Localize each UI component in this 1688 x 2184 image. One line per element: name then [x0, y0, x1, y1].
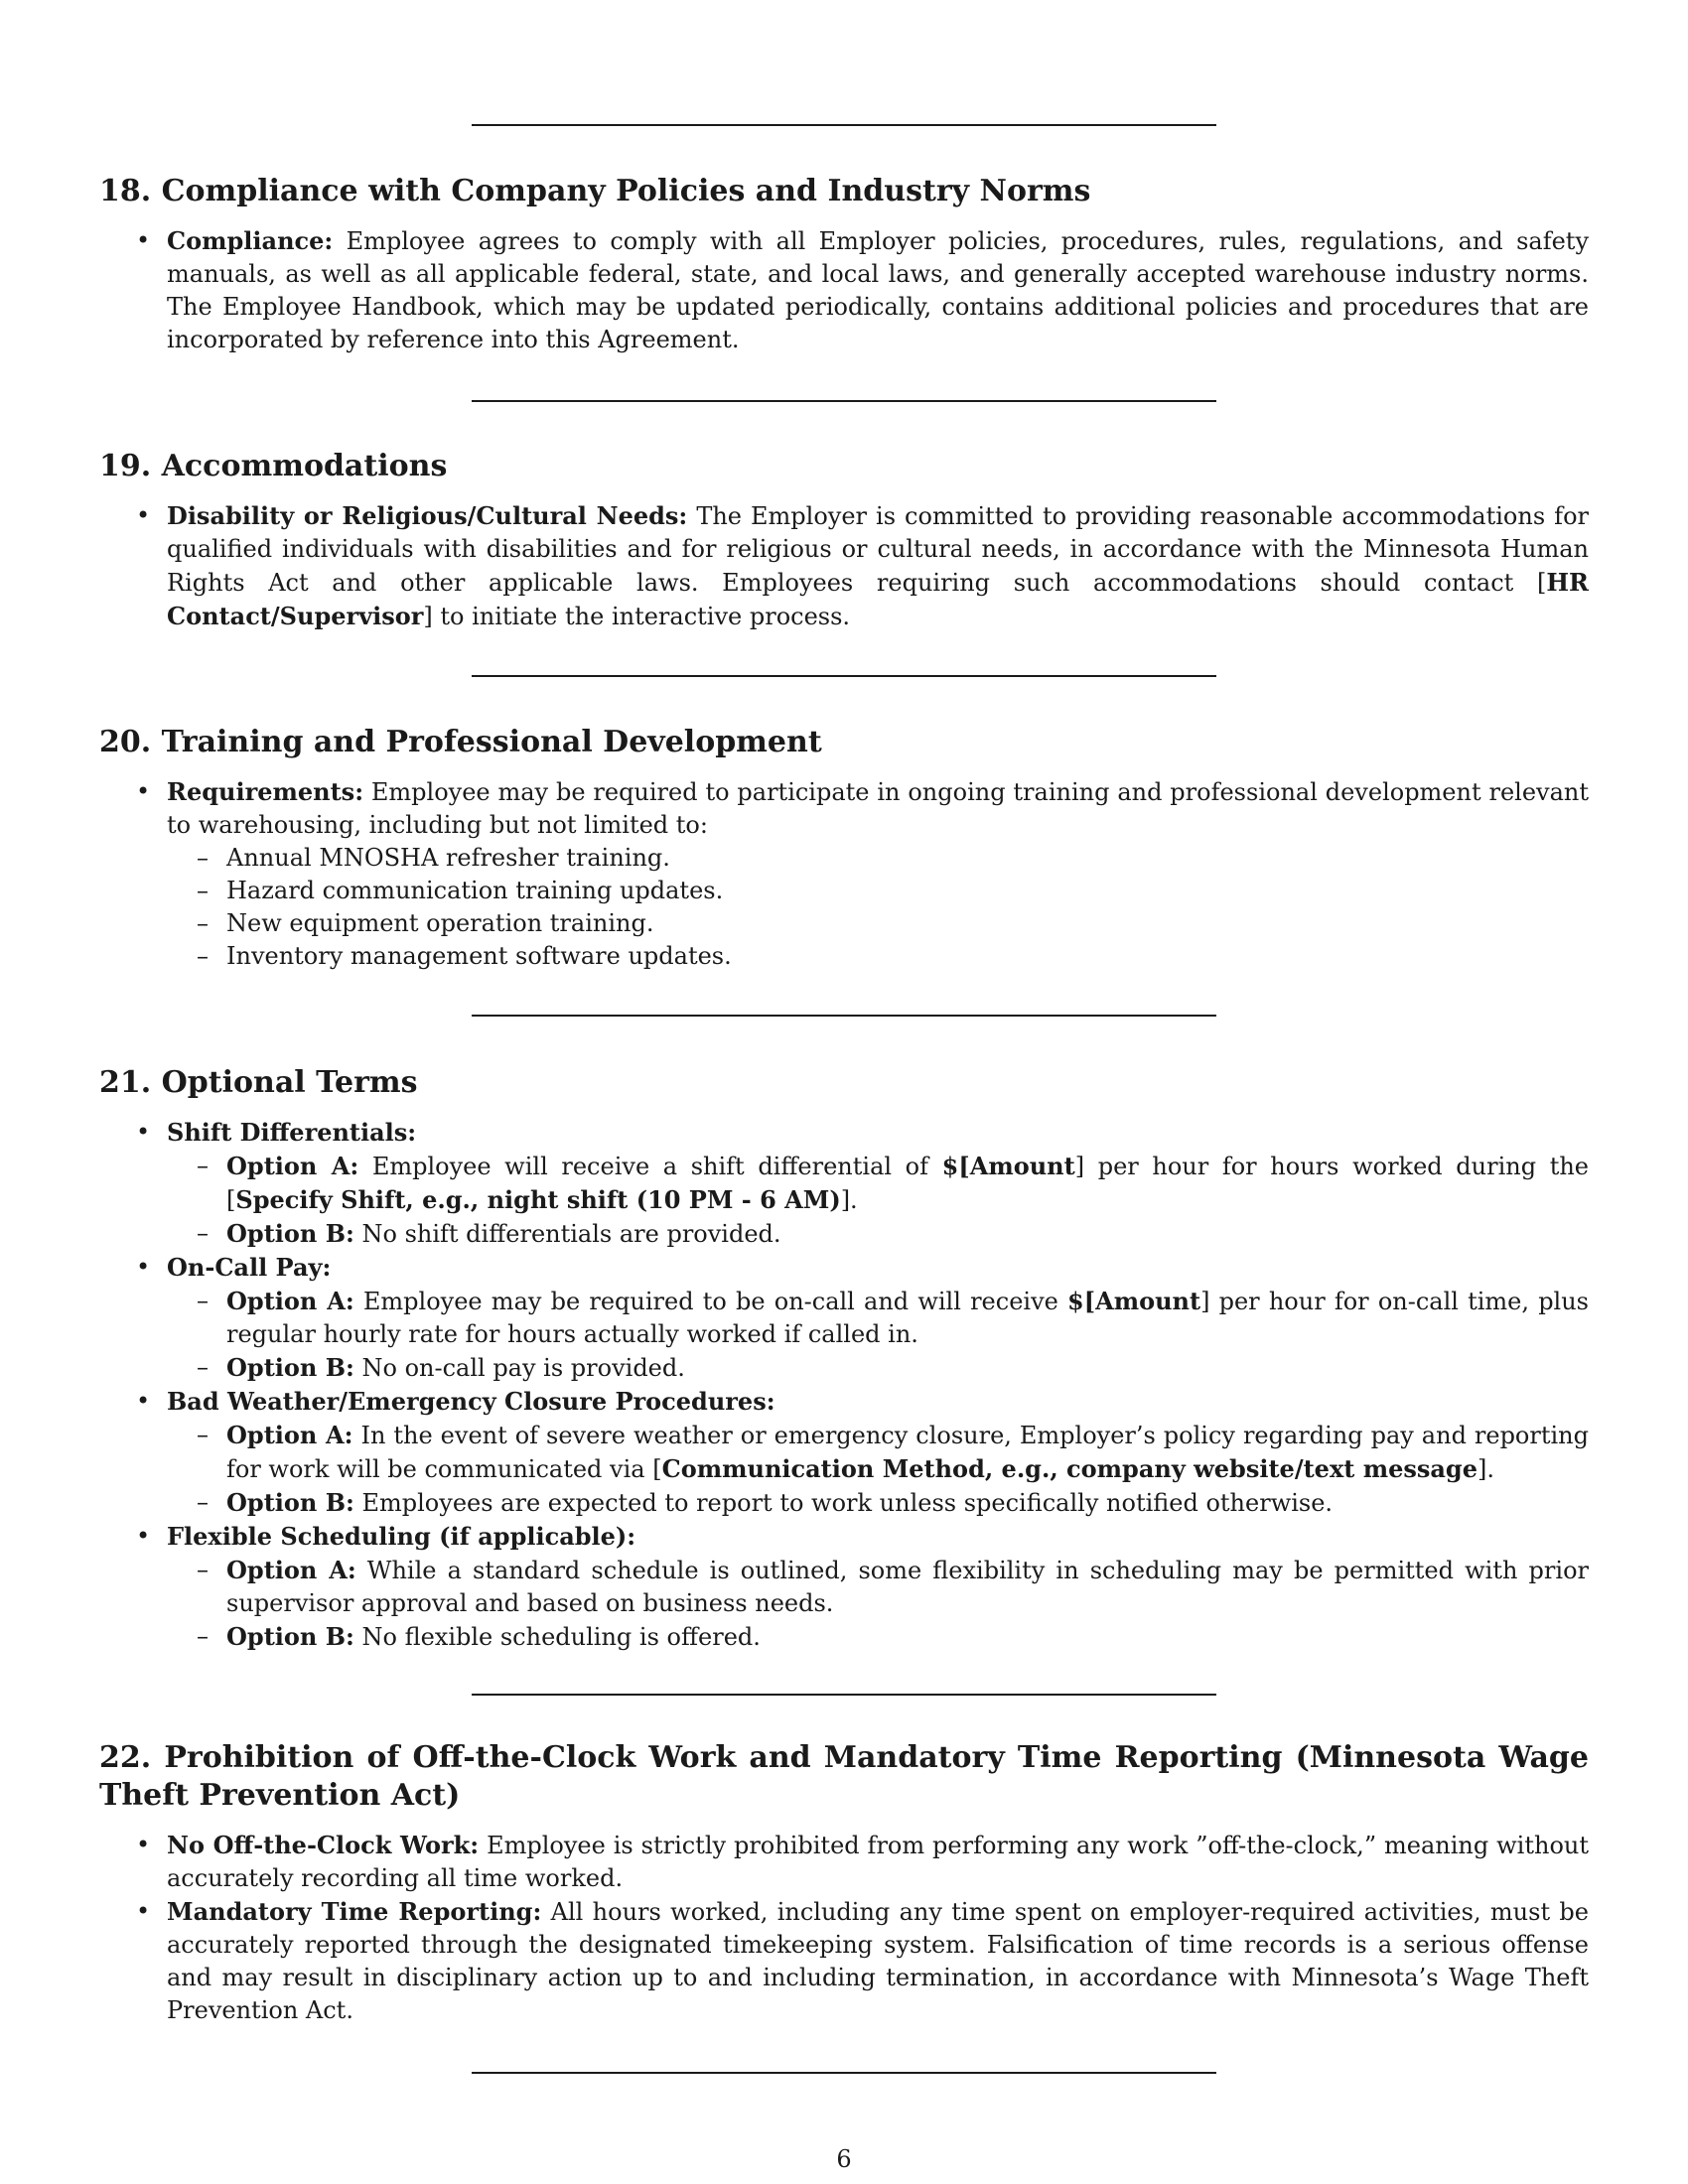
- section-divider: [472, 675, 1216, 677]
- option-a: [167, 1285, 1589, 1351]
- placeholder-field: Communication Method, e.g., company website/text message: [661, 1454, 1477, 1483]
- placeholder-field: HR Contact/Supervisor: [167, 568, 1589, 630]
- page-number: 6: [836, 2145, 852, 2173]
- sub-item: – Hazard communication training updates.: [167, 875, 1589, 907]
- section-18-list: [99, 224, 1589, 356]
- section-18: [99, 173, 1589, 356]
- placeholder-field: Specify Shift, e.g., night shift (10 PM - 6 AM): [235, 1185, 841, 1214]
- item-label: Shift Differentials:: [167, 1118, 417, 1147]
- weather-options: [167, 1419, 1589, 1520]
- item-label: Bad Weather/Emergency Closure Procedures:: [167, 1387, 775, 1416]
- option-text: Employee may be required to be on-call and will receive: [353, 1288, 1068, 1315]
- option-a: [167, 1419, 1589, 1486]
- option-label: Option B:: [226, 1353, 354, 1382]
- oncall-options: [167, 1285, 1589, 1385]
- option-text: ] per hour for hours worked during the [: [226, 1153, 1590, 1214]
- item-label: Requirements:: [167, 777, 364, 806]
- option-label: Option A:: [226, 1556, 356, 1584]
- item-label: Disability or Religious/Cultural Needs:: [167, 501, 688, 530]
- section-22: [99, 1739, 1589, 2027]
- option-text: Employees are expected to report to work unless specifically notified otherwise.: [353, 1489, 1334, 1517]
- section-19-heading: 19. Accommodations: [99, 449, 448, 483]
- option-text: In the event of severe weather or emergency closure, Employer’s policy regarding pay and reporting for work will be communicated via [: [226, 1422, 1589, 1483]
- list-item: [99, 1520, 1589, 1654]
- option-text: While a standard schedule is outlined, some flexibility in scheduling may be permitted with prior supervisor approval and based on business needs.: [226, 1557, 1589, 1617]
- section-22-list: [99, 1829, 1589, 2027]
- option-label: Option A:: [226, 1421, 353, 1449]
- option-text: ].: [1477, 1455, 1494, 1483]
- sub-item: – New equipment operation training.: [167, 907, 1589, 940]
- item-label: Compliance:: [167, 226, 334, 255]
- item-label: Mandatory Time Reporting:: [167, 1897, 542, 1926]
- option-b: [167, 1351, 1589, 1385]
- option-b: [167, 1620, 1589, 1654]
- section-divider: [472, 400, 1216, 402]
- item-label: Flexible Scheduling (if applicable):: [167, 1522, 636, 1551]
- option-a: [167, 1150, 1589, 1217]
- option-label: Option B:: [226, 1219, 354, 1248]
- section-21-heading: 21. Optional Terms: [99, 1065, 418, 1100]
- list-item: [99, 775, 1589, 973]
- section-20-list: [99, 775, 1589, 973]
- item-text: ] to initiate the interactive process.: [423, 603, 851, 630]
- option-label: Option B:: [226, 1622, 354, 1651]
- section-divider: [472, 124, 1216, 126]
- section-divider: [472, 1694, 1216, 1696]
- placeholder-field: $[Amount: [941, 1152, 1075, 1180]
- section-18-heading: 18. Compliance with Company Policies and Industry Norms: [99, 174, 1091, 208]
- item-text: The Employer is committed to providing reasonable accommodations for qualified individuals with disabilities and for religious or cultural needs, in accordance with the Minnesota Human Rights Act and other applicable laws. Employees requiring such accommodations should contact [: [167, 502, 1589, 597]
- sub-item: – Inventory management software updates.: [167, 940, 1589, 973]
- section-21-list: [99, 1116, 1589, 1654]
- item-text: Employee agrees to comply with all Employer policies, procedures, rules, regulations, and safety manuals, as well as all applicable federal, state, and local laws, and generally accepted warehouse industry norms. The Employee Handbook, which may be updated periodically, contains additional policies and procedures that are incorporated by reference into this Agreement.: [167, 227, 1589, 353]
- flex-options: [167, 1554, 1589, 1654]
- item-text: All hours worked, including any time spent on employer-required activities, must be accurately reported through the designated timekeeping system. Falsification of time records is a serious offense and may result in disciplinary action up to and including termination, in accordance with Minnesota’s Wage Theft Prevention Act.: [167, 1898, 1589, 2024]
- list-item: [99, 1116, 1589, 1251]
- list-item: [99, 499, 1589, 633]
- item-label: On-Call Pay:: [167, 1253, 332, 1282]
- option-b: [167, 1486, 1589, 1520]
- item-label: No Off-the-Clock Work:: [167, 1831, 480, 1859]
- option-text: ].: [840, 1186, 858, 1214]
- list-item: [99, 1829, 1589, 1895]
- section-22-heading: 22. Prohibition of Off-the-Clock Work and Mandatory Time Reporting (Minnesota Wage Theft Prevention Act): [99, 1740, 1589, 1813]
- section-19: [99, 448, 1589, 633]
- option-text: No flexible scheduling is offered.: [353, 1623, 761, 1651]
- item-text: Employee is strictly prohibited from performing any work ”off-the-clock,” meaning without accurately recording all time worked.: [167, 1832, 1590, 1892]
- document-page: [99, 0, 1589, 2184]
- section-20: [99, 724, 1589, 973]
- section-21: [99, 1064, 1589, 1654]
- list-item: [99, 1251, 1589, 1385]
- list-item: [99, 224, 1589, 356]
- option-label: Option A:: [226, 1152, 359, 1180]
- item-text: Employee may be required to participate in ongoing training and professional development relevant to warehousing, including but not limited to:: [167, 778, 1589, 839]
- option-text: No shift differentials are provided.: [353, 1220, 781, 1248]
- section-divider: [472, 1015, 1216, 1017]
- sub-item: – Annual MNOSHA refresher training.: [167, 842, 1589, 875]
- list-item: [99, 1895, 1589, 2027]
- option-text: Employee will receive a shift differential of: [358, 1153, 942, 1180]
- option-text: No on-call pay is provided.: [353, 1354, 685, 1382]
- option-b: [167, 1217, 1589, 1251]
- section-19-list: [99, 499, 1589, 633]
- option-text: ] per hour for on-call time, plus regular hourly rate for hours actually worked if called in.: [226, 1288, 1590, 1348]
- shift-options: [167, 1150, 1589, 1251]
- option-label: Option B:: [226, 1488, 354, 1517]
- placeholder-field: $[Amount: [1067, 1287, 1201, 1315]
- training-sublist: [167, 842, 1589, 973]
- list-item: [99, 1385, 1589, 1520]
- option-label: Option A:: [226, 1287, 354, 1315]
- option-a: [167, 1554, 1589, 1620]
- section-20-heading: 20. Training and Professional Development: [99, 725, 822, 759]
- section-divider: [472, 2072, 1216, 2074]
